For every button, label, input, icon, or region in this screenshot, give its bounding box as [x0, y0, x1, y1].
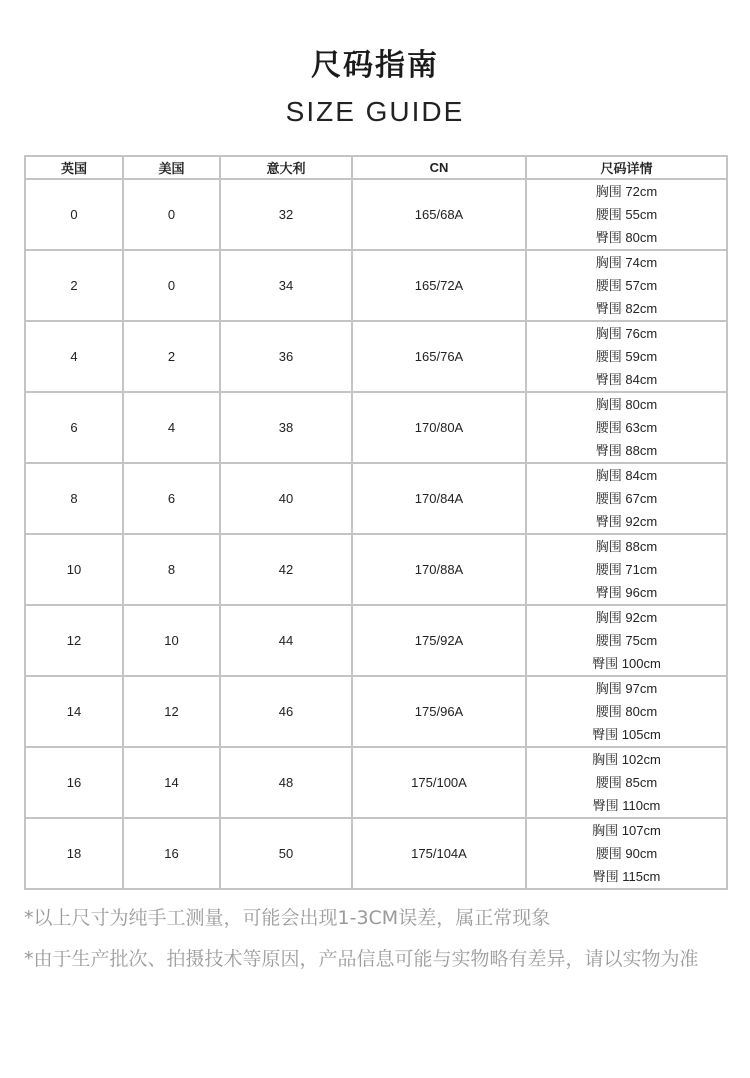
- cell-it: 32: [220, 179, 352, 250]
- header-us: 美国: [123, 156, 220, 179]
- detail-line: 腰围 80cm: [595, 704, 658, 719]
- cell-uk: 0: [25, 179, 123, 250]
- cell-us: 4: [123, 392, 220, 463]
- detail-line: 臀围 82cm: [595, 301, 658, 316]
- detail-line: 臀围 96cm: [595, 585, 658, 600]
- cell-us: 12: [123, 676, 220, 747]
- cell-us: 6: [123, 463, 220, 534]
- detail-line: 腰围 63cm: [595, 420, 658, 435]
- detail-line: 胸围 88cm: [595, 539, 658, 554]
- table-row: [25, 179, 727, 250]
- detail-line: 腰围 57cm: [595, 278, 658, 293]
- cell-uk: 2: [25, 250, 123, 321]
- detail-line: 臀围 84cm: [595, 372, 658, 387]
- detail-line: 胸围 74cm: [595, 255, 658, 270]
- detail-line: 胸围 102cm: [592, 752, 661, 767]
- header-cn: CN: [352, 156, 526, 179]
- page-title: 尺码指南: [311, 48, 439, 83]
- notes: [24, 898, 726, 980]
- size-table: [24, 155, 728, 890]
- note-disclaimer: *由于生产批次、拍摄技术等原因，产品信息可能与实物略有差异，请以实物为准: [24, 948, 699, 970]
- cell-cn: 165/72A: [352, 250, 526, 321]
- cell-details: [526, 818, 727, 889]
- table-row: [25, 321, 727, 392]
- detail-line: 腰围 59cm: [595, 349, 658, 364]
- table-body: [25, 179, 727, 889]
- cell-details: [526, 463, 727, 534]
- detail-line: 腰围 90cm: [595, 846, 658, 861]
- detail-line: 腰围 85cm: [595, 775, 658, 790]
- cell-it: 38: [220, 392, 352, 463]
- cell-cn: 175/96A: [352, 676, 526, 747]
- table-row: [25, 818, 727, 889]
- detail-line: 臀围 88cm: [595, 443, 658, 458]
- detail-line: 腰围 67cm: [595, 491, 658, 506]
- cell-details: [526, 250, 727, 321]
- table-row: [25, 676, 727, 747]
- detail-line: 臀围 100cm: [592, 656, 661, 671]
- cell-cn: 170/84A: [352, 463, 526, 534]
- header-details: 尺码详情: [526, 156, 727, 179]
- table-row: [25, 463, 727, 534]
- cell-details: [526, 605, 727, 676]
- cell-us: 0: [123, 250, 220, 321]
- cell-details: [526, 676, 727, 747]
- cell-us: 16: [123, 818, 220, 889]
- note-measurement: *以上尺寸为纯手工测量，可能会出现1-3CM误差，属正常现象: [24, 907, 551, 929]
- detail-line: 胸围 72cm: [595, 184, 658, 199]
- detail-line: 胸围 92cm: [595, 610, 658, 625]
- cell-details: [526, 747, 727, 818]
- detail-line: 胸围 76cm: [595, 326, 658, 341]
- table-row: [25, 605, 727, 676]
- detail-line: 胸围 84cm: [595, 468, 658, 483]
- detail-line: 臀围 105cm: [592, 727, 661, 742]
- detail-line: 臀围 80cm: [595, 230, 658, 245]
- cell-it: 42: [220, 534, 352, 605]
- cell-details: [526, 392, 727, 463]
- cell-details: [526, 534, 727, 605]
- header-it: 意大利: [220, 156, 352, 179]
- detail-line: 臀围 115cm: [592, 869, 661, 884]
- detail-line: 腰围 55cm: [595, 207, 658, 222]
- detail-line: 胸围 80cm: [595, 397, 658, 412]
- cell-uk: 6: [25, 392, 123, 463]
- table-row: [25, 534, 727, 605]
- cell-uk: 8: [25, 463, 123, 534]
- table-header-row: [25, 156, 727, 179]
- detail-line: 腰围 75cm: [595, 633, 658, 648]
- cell-uk: 4: [25, 321, 123, 392]
- cell-uk: 16: [25, 747, 123, 818]
- detail-line: 腰围 71cm: [595, 562, 658, 577]
- cell-us: 8: [123, 534, 220, 605]
- table-row: [25, 392, 727, 463]
- cell-it: 50: [220, 818, 352, 889]
- detail-line: 臀围 92cm: [595, 514, 658, 529]
- detail-line: 胸围 107cm: [592, 823, 661, 838]
- cell-cn: 165/68A: [352, 179, 526, 250]
- cell-it: 44: [220, 605, 352, 676]
- cell-uk: 10: [25, 534, 123, 605]
- cell-uk: 12: [25, 605, 123, 676]
- cell-uk: 14: [25, 676, 123, 747]
- cell-it: 46: [220, 676, 352, 747]
- cell-cn: 175/92A: [352, 605, 526, 676]
- table-row: [25, 250, 727, 321]
- table-row: [25, 747, 727, 818]
- cell-it: 36: [220, 321, 352, 392]
- cell-details: [526, 321, 727, 392]
- cell-cn: 170/80A: [352, 392, 526, 463]
- cell-cn: 175/104A: [352, 818, 526, 889]
- cell-cn: 165/76A: [352, 321, 526, 392]
- page-subtitle: SIZE GUIDE: [285, 96, 465, 127]
- cell-us: 14: [123, 747, 220, 818]
- cell-it: 40: [220, 463, 352, 534]
- cell-it: 34: [220, 250, 352, 321]
- cell-uk: 18: [25, 818, 123, 889]
- cell-us: 2: [123, 321, 220, 392]
- detail-line: 臀围 110cm: [592, 798, 661, 813]
- cell-details: [526, 179, 727, 250]
- cell-cn: 170/88A: [352, 534, 526, 605]
- cell-cn: 175/100A: [352, 747, 526, 818]
- detail-line: 胸围 97cm: [595, 681, 658, 696]
- header-uk: 英国: [25, 156, 123, 179]
- cell-us: 10: [123, 605, 220, 676]
- cell-us: 0: [123, 179, 220, 250]
- cell-it: 48: [220, 747, 352, 818]
